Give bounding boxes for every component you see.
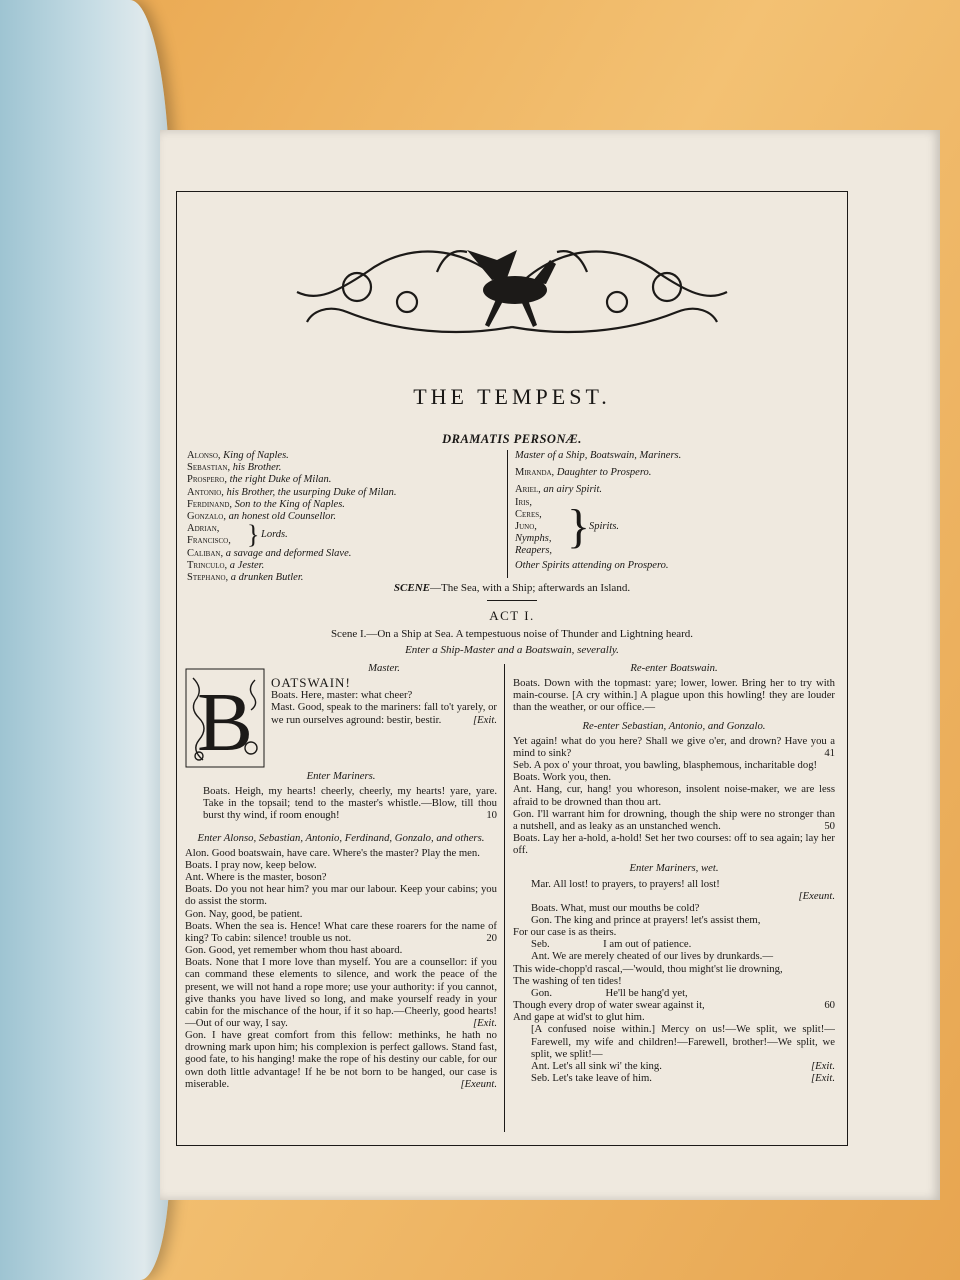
lords-group xyxy=(187,520,507,550)
dialogue-line: Boats. Work you, then. xyxy=(513,771,612,784)
dialogue-line: Boats. Do you not hear him? you mar our labour. Keep your cabins; you do assist the storm. xyxy=(185,883,497,908)
brace-icon: } xyxy=(247,520,260,550)
dialogue-line: Ant. Hang, cur, hang! you whoreson, insolent noise-maker, we are less afraid to be drowned than thou art. xyxy=(513,783,835,808)
dialogue-line: Ant. We are merely cheated of our lives by drunkards.— xyxy=(531,950,774,963)
stage-direction: Enter Mariners. xyxy=(306,770,376,782)
stage-direction: Re-enter Boatswain. xyxy=(630,662,718,674)
dialogue-line: Gon. Nay, good, be patient. xyxy=(185,907,303,920)
play-title: THE TEMPEST. xyxy=(413,384,611,409)
column-divider xyxy=(504,664,505,1132)
exit-direction: [Exeunt. xyxy=(798,889,835,902)
dialogue-line: Mar. All lost! to prayers, to prayers! all lost! xyxy=(531,877,720,890)
personae-right-column xyxy=(515,450,815,572)
stage-direction-enter: Enter a Ship-Master and a Boatswain, severally. xyxy=(405,644,619,656)
persona-adrian: Adrian, xyxy=(187,523,220,535)
persona-line: Miranda, Daughter to Prospero. xyxy=(515,467,652,479)
persona-line: Ariel, an airy Spirit. xyxy=(515,484,603,496)
dialogue-line: Gon. He'll be hang'd yet, xyxy=(531,986,688,999)
svg-text:B: B xyxy=(196,676,254,768)
dialogue-line: Boats. Lay her a-hold, a-hold! Set her two courses: off to sea again; lay her off. xyxy=(513,832,835,857)
stage-direction: Enter Alonso, Sebastian, Antonio, Ferdinand, Gonzalo, and others. xyxy=(197,831,485,844)
persona-line: Caliban, a savage and deformed Slave. xyxy=(187,547,352,559)
personae-left-column xyxy=(187,450,507,584)
personae-divider xyxy=(507,450,508,578)
persona-master: Master of a Ship, Boatswain, Mariners. xyxy=(515,450,682,461)
dialogue-line: Gon. The king and prince at prayers! let's assist them, xyxy=(531,913,761,926)
scene-heading: Scene I.—On a Ship at Sea. A tempestuous noise of Thunder and Lightning heard. xyxy=(330,628,694,640)
page-frame xyxy=(176,191,848,1146)
spirit-juno: Juno, xyxy=(515,521,537,533)
dialogue-line: Ant. Let's all sink wi' the king. [Exit. xyxy=(531,1059,835,1072)
dialogue-line: Boats. None that I more love than myself. You are a counsellor: if you can command these elements to silence, and work the peace of the present, we will not hand a rope more; use your authority: if you cannot, give thanks you have lived so long, and make yourself ready in your cabin for the mischance of the hour, if it so hap.—Cheerly, good hearts!—Out of our way, I say. [Exit. xyxy=(185,956,497,1029)
act-rule xyxy=(487,600,537,601)
persona-line: Prospero, the right Duke of Milan. xyxy=(187,474,332,486)
persona-line: Stephano, a drunken Butler. xyxy=(187,572,304,584)
scene-setting: SCENE—The Sea, with a Ship; afterwards an Island. xyxy=(393,582,631,594)
dialogue-line: Mast. Good, speak to the mariners: fall to't yarely, or we run ourselves aground: bestir, bestir. [Exit. xyxy=(271,701,497,726)
spirit-ceres: Ceres, xyxy=(515,508,542,520)
speaker-master: Master. xyxy=(368,662,400,674)
dialogue-line: This wide-chopp'd rascal,—'would, thou might'st lie drowning, xyxy=(513,962,783,975)
first-word: OATSWAIN! xyxy=(271,675,351,691)
persona-line: Gonzalo, an honest old Counsellor. xyxy=(187,511,336,523)
dialogue-line: Boats. What, must our mouths be cold? xyxy=(531,901,700,914)
dialogue-line: Ant. Where is the master, boson? xyxy=(185,871,327,884)
stage-direction: Re-enter Sebastian, Antonio, and Gonzalo. xyxy=(582,719,766,732)
dialogue-line: Boats. Down with the topmast: yare; lower, lower. Bring her to try with main-course. [A cry within.] A plague upon this howling! they are louder than the weather, or our office.— xyxy=(513,677,835,714)
drop-cap-b-icon xyxy=(185,668,265,768)
dialogue-line: Alon. Good boatswain, have care. Where's the master? Play the men. xyxy=(185,846,480,859)
text-column-right xyxy=(513,662,835,1084)
dialogue-line: Boats. When the sea is. Hence! What care these roarers for the name of king? To cabin: silence! trouble us not. 20 xyxy=(185,919,497,944)
left-page-edge xyxy=(0,0,170,1280)
dialogue-line: Boats. Heigh, my hearts! cheerly, cheerly, my hearts! yare, yare. Take in the topsail; tend to the master's whistle.—Blow, till thou burst thy wind, if room enough! 10 xyxy=(203,785,497,822)
persona-francisco: Francisco, xyxy=(187,535,231,547)
dialogue-line: Though every drop of water swear against it, 60 xyxy=(513,999,835,1012)
dialogue-line: Yet again! what do you here? Shall we give o'er, and drown? Have you a mind to sink? 41 xyxy=(513,734,835,759)
dialogue-line: Boats. I pray now, keep below. xyxy=(185,858,317,871)
spirit-nymphs: Nymphs, xyxy=(515,533,552,545)
pegasus-ornament xyxy=(287,232,737,342)
text-column-left xyxy=(185,662,497,1090)
spirit-reapers: Reapers, xyxy=(515,545,553,557)
persona-line: Trinculo, a Jester. xyxy=(187,559,265,571)
persona-line: Ferdinand, Son to the King of Naples. xyxy=(187,498,345,510)
dialogue-line: Seb. I am out of patience. xyxy=(531,938,692,951)
spirits-group xyxy=(515,497,815,558)
dialogue-line: Gon. Good, yet remember whom thou hast aboard. xyxy=(185,944,403,957)
dialogue-line: The washing of ten tides! xyxy=(513,974,622,987)
stage-direction: Enter Mariners, wet. xyxy=(629,862,719,875)
spirits-label: Spirits. xyxy=(589,520,620,532)
persona-line: Sebastian, his Brother. xyxy=(187,462,282,474)
dialogue-line: Gon. I have great comfort from this fellow: methinks, he hath no drowning mark upon him; his complexion is perfect gallows. Stand fast, good fate, to his hanging! make the rope of his destiny our cable, for our own doth little advantage! If he be not born to be hanged, our case is miserable. [Exeunt. xyxy=(185,1029,497,1090)
persona-others: Other Spirits attending on Prospero. xyxy=(515,559,669,571)
brace-icon: } xyxy=(567,499,591,553)
dialogue-line: Gon. I'll warrant him for drowning, though the ship were no stronger than a nutshell, and as leaky as an unstanched wench. 50 xyxy=(513,807,835,832)
persona-line: Alonso, King of Naples. xyxy=(187,450,289,461)
dialogue-line: [A confused noise within.] Mercy on us!—We split, we split!—Farewell, my wife and children!—Farewell, brother!—We split, we split, we split!— xyxy=(531,1023,835,1060)
dialogue-line: Seb. Let's take leave of him. [Exit. xyxy=(531,1072,835,1084)
dramatis-personae-heading: DRAMATIS PERSONÆ. xyxy=(442,432,582,446)
dialogue-line: Boats. Here, master: what cheer? xyxy=(271,689,413,702)
spirit-iris: Iris, xyxy=(515,496,533,508)
act-heading: ACT I. xyxy=(489,608,535,623)
dialogue-line: For our case is as theirs. xyxy=(513,926,617,939)
lords-label: Lords. xyxy=(261,529,288,541)
dialogue-line: And gape at wid'st to glut him. xyxy=(513,1011,645,1024)
dramatis-personae xyxy=(187,450,837,584)
persona-line: Antonio, his Brother, the usurping Duke of Milan. xyxy=(187,486,397,498)
dialogue-line: Seb. A pox o' your throat, you bawling, blasphemous, incharitable dog! xyxy=(513,759,818,772)
